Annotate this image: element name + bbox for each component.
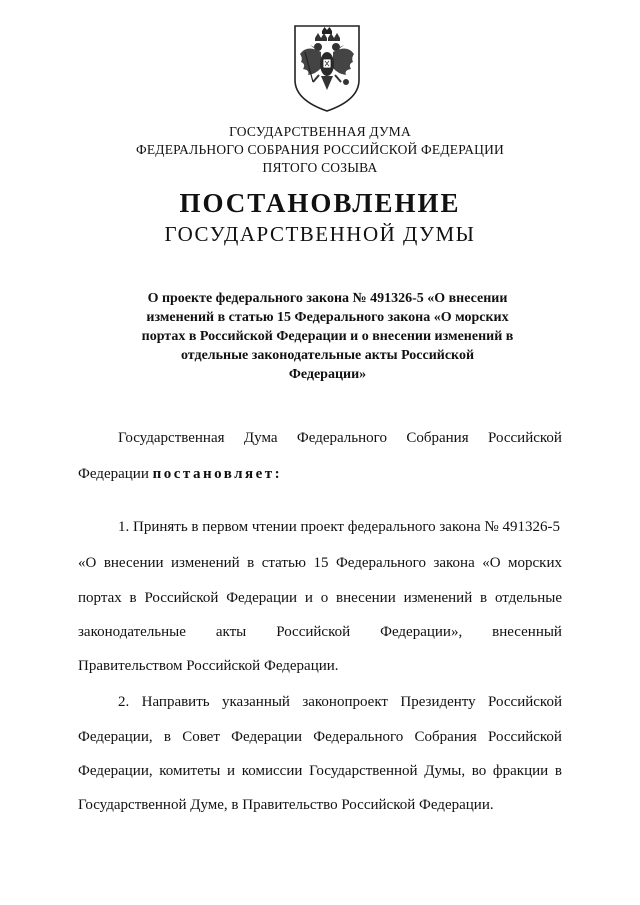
paragraph1-line-5: Правительством Российской Федерации. [78, 658, 339, 674]
word: Федерации, [78, 729, 153, 745]
paragraph1-line-2 [78, 555, 562, 572]
subject-line: изменений в статью 15 Федерального закона «О морских [146, 310, 509, 325]
organization-line-1: ГОСУДАРСТВЕННАЯ ДУМА [229, 124, 411, 139]
word: изменений [403, 590, 473, 606]
subject-line: отдельные законодательные акты Российской [180, 348, 475, 363]
paragraph1-line-3 [78, 590, 562, 607]
word: Российской [276, 624, 351, 640]
word: Российской [488, 430, 562, 446]
word: отдельные [494, 590, 562, 606]
word: Федерации [226, 590, 298, 606]
resolution-subject [130, 289, 525, 384]
word: законопроект [302, 694, 388, 710]
document-title: ПОСТАНОВЛЕНИЕ [179, 188, 461, 218]
word: Федерального [335, 555, 426, 571]
word: в [554, 763, 562, 779]
subject-line: О проекте федерального закона № 491326-5 «О внесении [147, 291, 508, 306]
paragraph2-line-3 [78, 763, 562, 780]
convocation-line: ПЯТОГО СОЗЫВА [262, 160, 378, 175]
word: законодательные [78, 624, 186, 640]
word: 15 [313, 555, 329, 571]
word: в [480, 590, 488, 606]
word: внесении [103, 555, 164, 571]
word: Российской [488, 729, 562, 745]
double-headed-eagle-icon [291, 22, 363, 114]
preamble-line-1 [118, 430, 562, 447]
subject-line: портах в Российской Федерации и о внесении изменений в [141, 329, 514, 344]
word: и [227, 763, 236, 779]
word: о [320, 590, 329, 606]
word: во [471, 763, 487, 779]
document-subtitle: ГОСУДАРСТВЕННОЙ ДУМЫ [164, 222, 476, 246]
word: Государственной [309, 763, 418, 779]
organization-line-2: ФЕДЕРАЛЬНОГО СОБРАНИЯ РОССИЙСКОЙ ФЕДЕРАЦИИ [136, 142, 504, 157]
word: внесении [336, 590, 396, 606]
word: акты [215, 624, 247, 640]
word: портах [78, 590, 122, 606]
word: Совет [182, 729, 220, 745]
word: морских [508, 555, 562, 571]
preamble-text: Федерации [78, 466, 149, 482]
word: указанный [221, 694, 290, 710]
word: в [129, 590, 137, 606]
word: статью [261, 555, 306, 571]
word: Федерального [313, 729, 404, 745]
word: Российской [144, 590, 219, 606]
word: внесенный [492, 624, 562, 640]
word: Российской [488, 694, 562, 710]
word: и [304, 590, 313, 606]
paragraph1-line-4 [78, 624, 562, 641]
word: Государственная [118, 430, 225, 446]
paragraph1-line-1: 1. Принять в первом чтении проект федерального закона № 491326-5 [118, 519, 560, 535]
preamble-line-2 [78, 466, 562, 483]
word: комитеты [159, 763, 221, 779]
word: в [163, 729, 171, 745]
word: Федерального [296, 430, 387, 446]
word: «О [482, 555, 501, 571]
preamble-emphasis: постановляет: [152, 466, 283, 482]
word: Собрания [414, 729, 477, 745]
paragraph2-line-2 [78, 729, 562, 746]
word: в [247, 555, 255, 571]
word: изменений [171, 555, 240, 571]
word: фракции [492, 763, 549, 779]
paragraph2-line-1 [118, 694, 562, 711]
word: закона [433, 555, 475, 571]
word: Думы, [424, 763, 466, 779]
word: 2. [118, 694, 130, 710]
subject-line: Федерации» [288, 367, 367, 382]
word: Федерации, [78, 763, 153, 779]
word: Федерации [231, 729, 302, 745]
word: Федерации», [380, 624, 463, 640]
paragraph2-line-4: Государственной Думе, в Правительство Российской Федерации. [78, 797, 494, 813]
word: Президенту [400, 694, 476, 710]
word: «О [78, 555, 97, 571]
word: комиссии [241, 763, 303, 779]
word: Собрания [406, 430, 469, 446]
word: Направить [141, 694, 210, 710]
word: Дума [243, 430, 278, 446]
